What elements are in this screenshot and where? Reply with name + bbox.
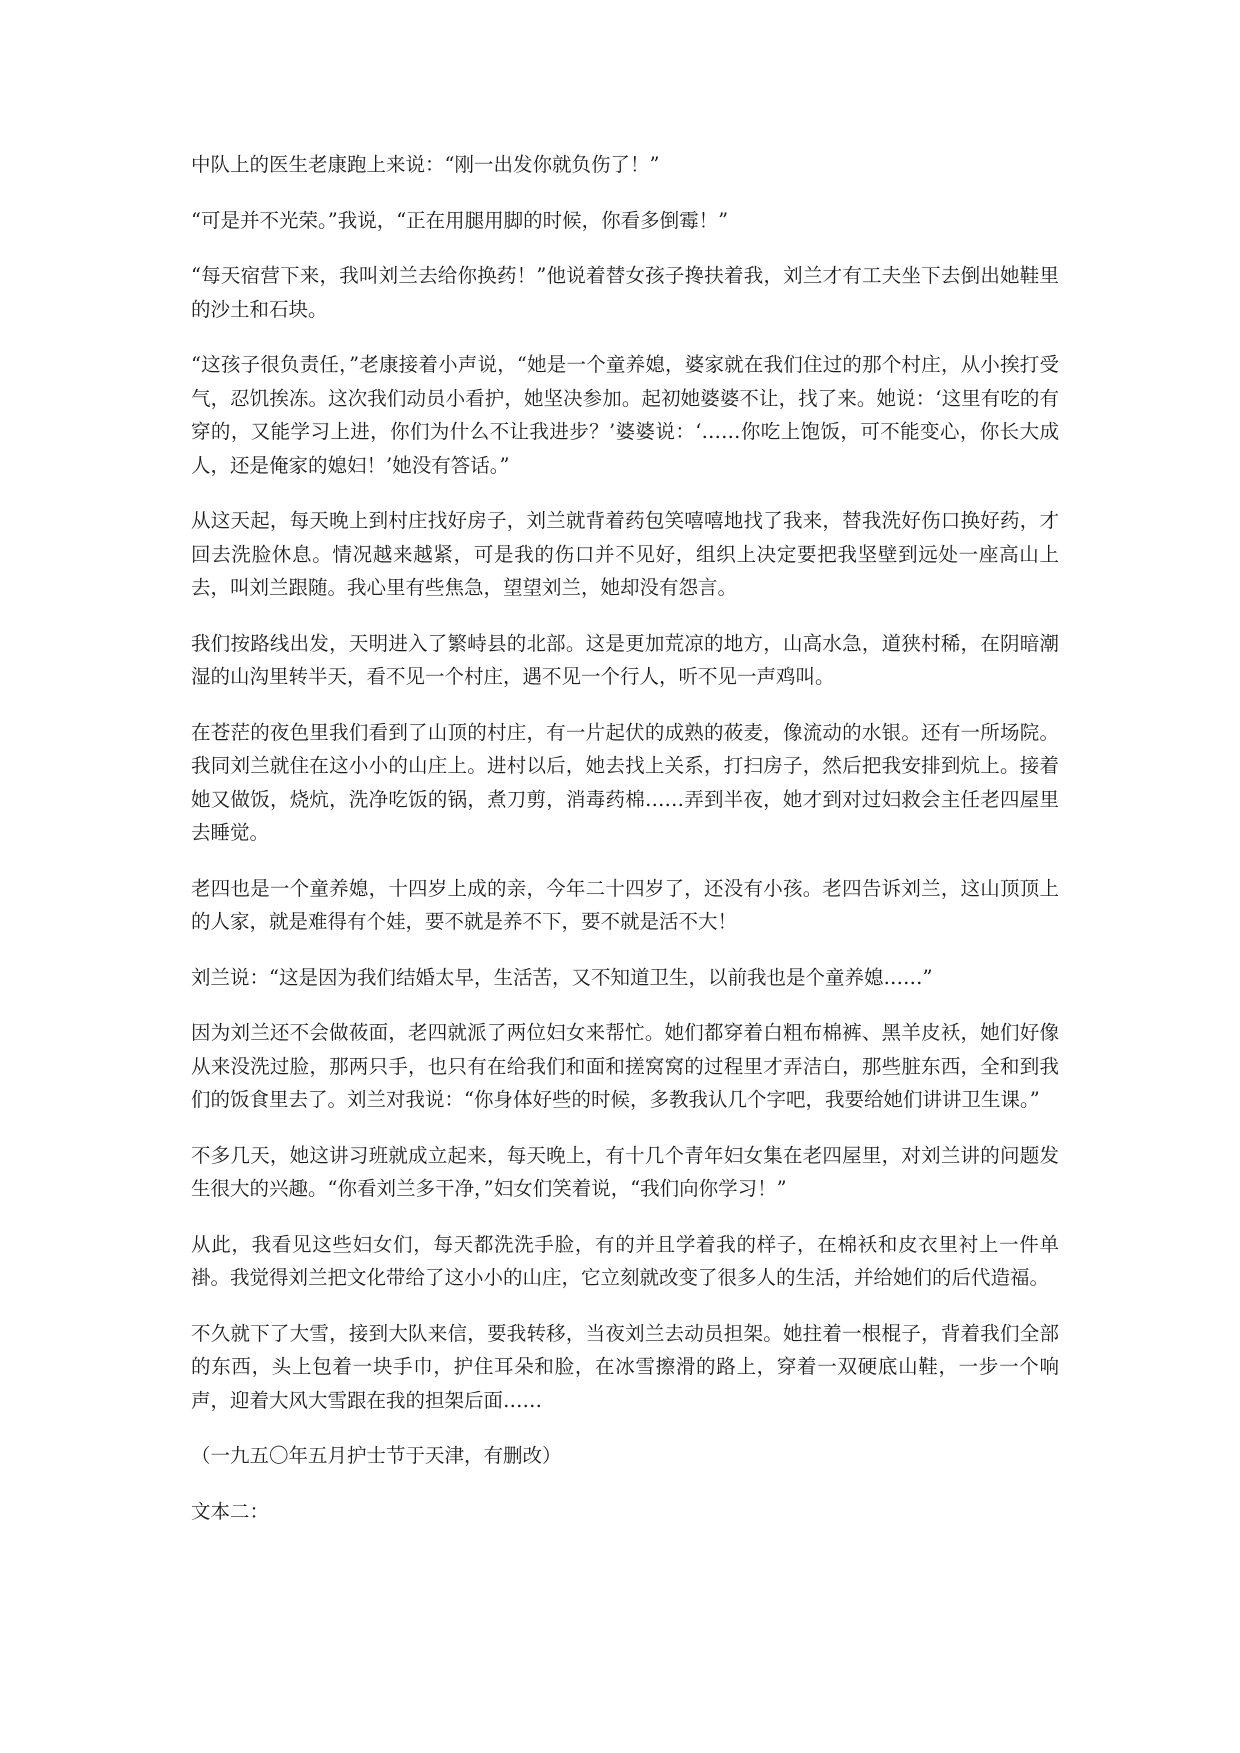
document-body <box>191 148 1059 1550</box>
paragraph: “可是并不光荣。”我说，“正在用腿用脚的时候，你看多倒霉！” <box>191 208 729 232</box>
paragraph: 刘兰说：“这是因为我们结婚太早，生活苦，又不知道卫生，以前我也是个童养媳……” <box>191 965 933 989</box>
paragraph: 中队上的医生老康跑上来说：“刚一出发你就负伤了！” <box>191 153 660 176</box>
source-note: （一九五〇年五月护士节于天津，有删改） <box>191 1444 562 1467</box>
paragraph: 从此，我看见这些妇女们，每天都洗洗手脸，有的并且学着我的样子，在棉袄和皮衣里衬上一件单褂。我觉得刘兰把文化带给了这小小的山庄，它立刻就改变了很多人的生活，并给她们的后代造福。 <box>191 1232 1059 1289</box>
paragraph: 从这天起，每天晚上到村庄找好房子，刘兰就背着药包笑嘻嘻地找了我来，替我洗好伤口换好药，才回去洗脸休息。情况越来越紧，可是我的伤口并不见好，组织上决定要把我坚壁到远处一座高山上去，叫刘兰跟随。我心里有些焦急，望望刘兰，她却没有怨言。 <box>191 509 1059 599</box>
section-heading: 文本二： <box>191 1499 270 1523</box>
paragraph: 不久就下了大雪，接到大队来信，要我转移，当夜刘兰去动员担架。她拄着一根棍子，背着我们全部的东西，头上包着一块手巾，护住耳朵和脸，在冰雪擦滑的路上，穿着一双硬底山鞋，一步一个响声，迎着大风大雪跟在我的担架后面…… <box>191 1321 1059 1412</box>
paragraph: “每天宿营下来，我叫刘兰去给你换药！”他说着替女孩子搀扶着我，刘兰才有工夫坐下去倒出她鞋里的沙土和石块。 <box>191 264 1059 321</box>
paragraph: “这孩子很负责任，”老康接着小声说，“她是一个童养媳，婆家就在我们住过的那个村庄，从小挨打受气，忍饥挨冻。这次我们动员小看护，她坚决参加。起初她婆婆不让，找了来。她说：‘这里有吃的有穿的，又能学习上进，你们为什么不让我进步？’婆婆说：‘……你吃上饱饭，可不能变心，你长大成人，还是俺家的媳妇！’她没有答话。” <box>191 353 1059 477</box>
paragraph: 老四也是一个童养媳，十四岁上成的亲，今年二十四岁了，还没有小孩。老四告诉刘兰，这山顶顶上的人家，就是难得有个娃，要不就是养不下，要不就是活不大！ <box>191 876 1059 933</box>
paragraph: 因为刘兰还不会做莜面，老四就派了两位妇女来帮忙。她们都穿着白粗布棉裤、黑羊皮袄，她们好像从来没洗过脸，那两只手，也只有在给我们和面和搓窝窝的过程里才弄洁白，那些脏东西，全和到我们的饭食里去了。刘兰对我说：“你身体好些的时候，多教我认几个字吧，我要给她们讲讲卫生课。” <box>191 1021 1059 1111</box>
paragraph: 我们按路线出发，天明进入了繁峙县的北部。这是更加荒凉的地方，山高水急，道狭村稀，在阴暗潮湿的山沟里转半天，看不见一个村庄，遇不见一个行人，听不见一声鸡叫。 <box>191 631 1059 688</box>
paragraph: 在苍茫的夜色里我们看到了山顶的村庄，有一片起伏的成熟的莜麦，像流动的水银。还有一所场院。我同刘兰就住在这小小的山庄上。进村以后，她去找上关系，打扫房子，然后把我安排到炕上。接着她又做饭，烧炕，洗净吃饭的锅，煮刀剪，消毒药棉……弄到半夜，她才到对过妇救会主任老四屋里去睡觉。 <box>191 720 1059 844</box>
paragraph: 不多几天，她这讲习班就成立起来，每天晚上，有十几个青年妇女集在老四屋里，对刘兰讲的问题发生很大的兴趣。“你看刘兰多干净，”妇女们笑着说，“我们向你学习！” <box>191 1143 1059 1200</box>
